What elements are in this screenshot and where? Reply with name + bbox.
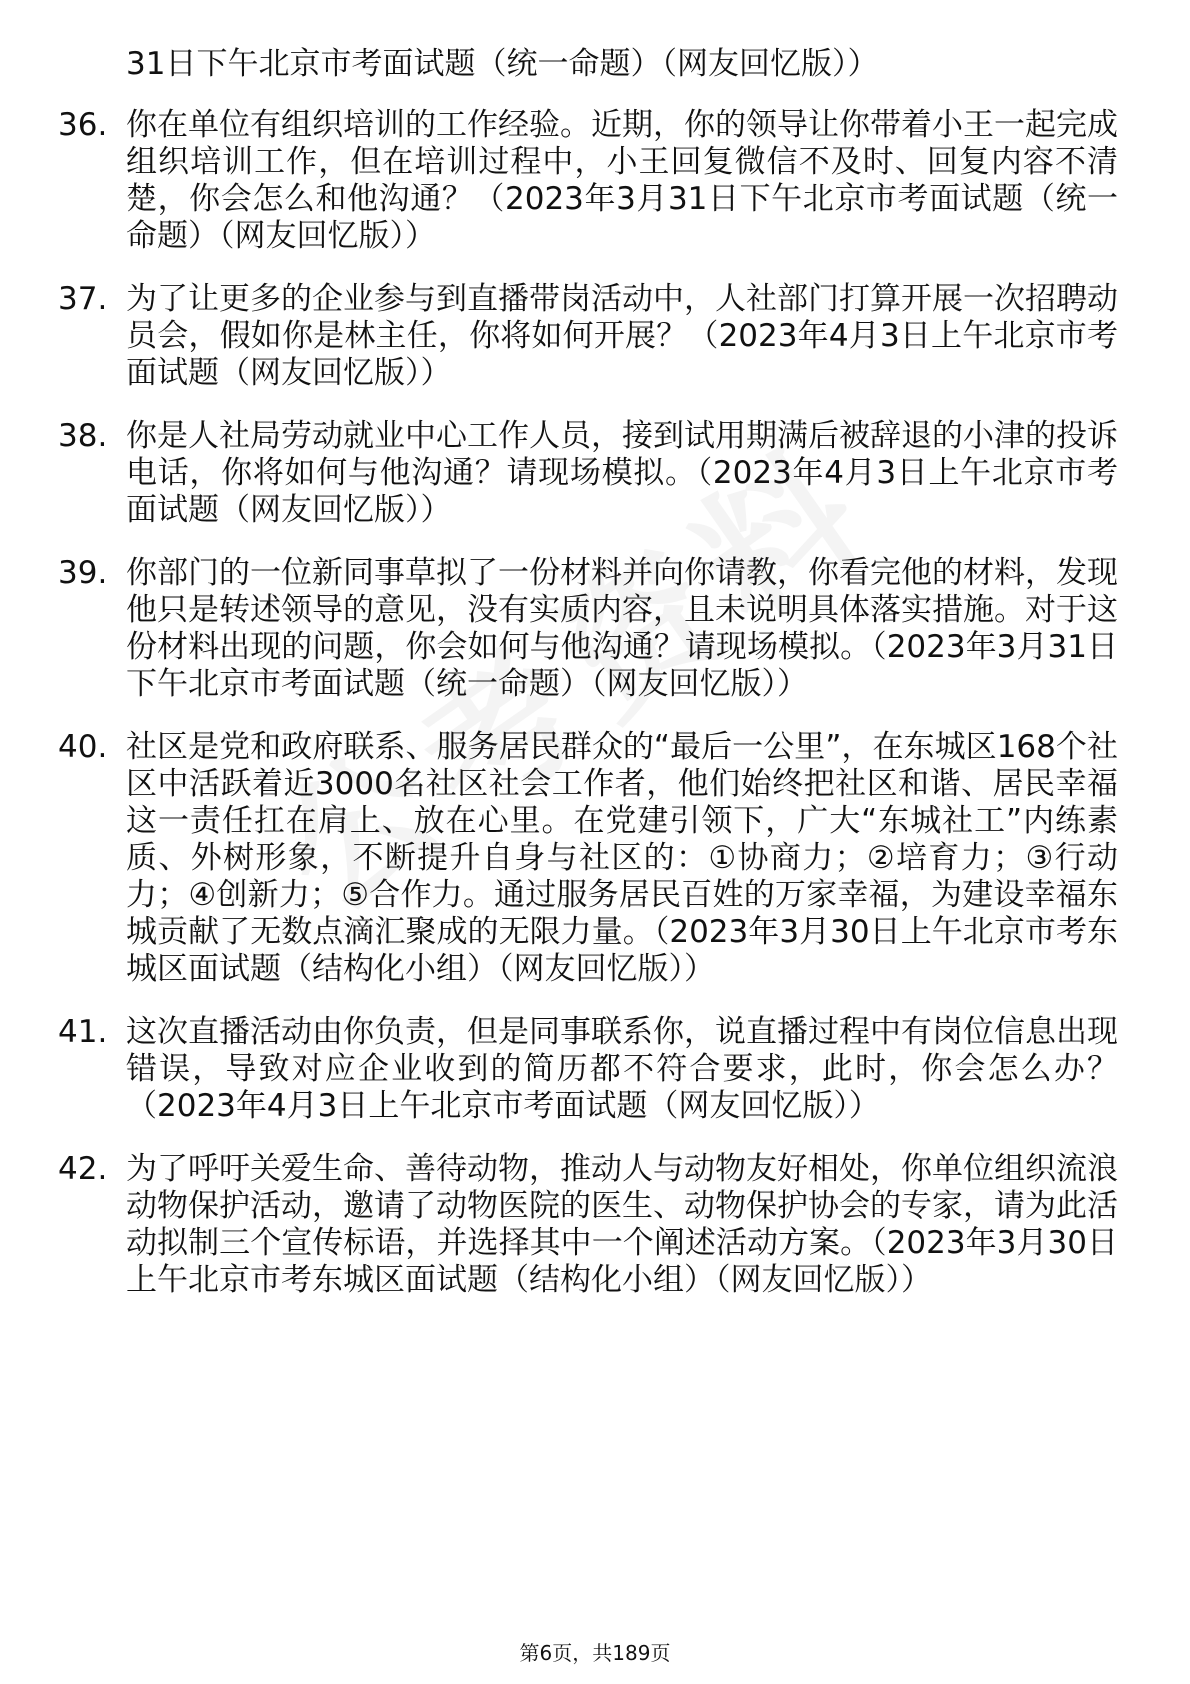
question-text: 为了呼吁关爱生命、善待动物，推动人与动物友好相处，你单位组织流浪动物保护活动，邀请了动物医院的医生、动物保护协会的专家，请为此活动拟制三个宣传标语，并选择其中一个阐述活动方案。（2023年3月30日上午北京市考东城区面试题（结构化小组）（网友回忆版）） <box>126 1151 1118 1298</box>
question-number: 42. <box>58 1151 108 1187</box>
question-item-38 <box>58 418 1118 529</box>
question-text: 你部门的一位新同事草拟了一份材料并向你请教，你看完他的材料，发现他只是转述领导的意见，没有实质内容，且未说明具体落实措施。对于这份材料出现的问题，你会如何与他沟通？请现场模拟。（2023年3月31日下午北京市考面试题（统一命题）（网友回忆版）） <box>126 555 1118 702</box>
continued-question <box>58 46 1118 83</box>
page-footer: 第6页，共189页 <box>519 1641 671 1665</box>
question-text: 社区是党和政府联系、服务居民群众的“最后一公里”，在东城区168个社区中活跃着近3000名社区社会工作者，他们始终把社区和谐、居民幸福这一责任扛在肩上、放在心里。在党建引领下，广大“东城社工”内练素质、外树形象，不断提升自身与社区的：①协商力；②培育力；③行动力；④创新力；⑤合作力。通过服务居民百姓的万家幸福，为建设幸福东城贡献了无数点滴汇聚成的无限力量。（2023年3月30日上午北京市考东城区面试题（结构化小组）（网友回忆版）） <box>126 729 1118 987</box>
continued-question-text: 31日下午北京市考面试题（统一命题）（网友回忆版）） <box>126 46 879 82</box>
question-item-37 <box>58 281 1118 392</box>
question-number: 37. <box>58 281 108 317</box>
question-text: 你是人社局劳动就业中心工作人员，接到试用期满后被辞退的小津的投诉电话，你将如何与他沟通？请现场模拟。（2023年4月3日上午北京市考面试题（网友回忆版）） <box>126 418 1118 528</box>
question-text: 这次直播活动由你负责，但是同事联系你，说直播过程中有岗位信息出现错误，导致对应企业收到的简历都不符合要求，此时，你会怎么办？（2023年4月3日上午北京市考面试题（网友回忆版）） <box>126 1014 1118 1124</box>
question-item-39 <box>58 555 1118 703</box>
question-list <box>58 46 1118 1325</box>
question-number: 38. <box>58 418 108 454</box>
question-number: 41. <box>58 1014 108 1050</box>
question-number: 36. <box>58 107 108 143</box>
question-number: 40. <box>58 729 108 765</box>
question-text: 为了让更多的企业参与到直播带岗活动中，人社部门打算开展一次招聘动员会，假如你是林主任，你将如何开展？（2023年4月3日上午北京市考面试题（网友回忆版）） <box>126 281 1118 391</box>
question-item-41 <box>58 1014 1118 1125</box>
question-item-42 <box>58 1151 1118 1299</box>
question-number: 39. <box>58 555 108 591</box>
question-text: 你在单位有组织培训的工作经验。近期，你的领导让你带着小王一起完成组织培训工作，但在培训过程中，小王回复微信不及时、回复内容不清楚，你会怎么和他沟通？（2023年3月31日下午北京市考面试题（统一命题）（网友回忆版）） <box>126 107 1118 254</box>
question-item-36 <box>58 107 1118 255</box>
question-item-40 <box>58 729 1118 988</box>
